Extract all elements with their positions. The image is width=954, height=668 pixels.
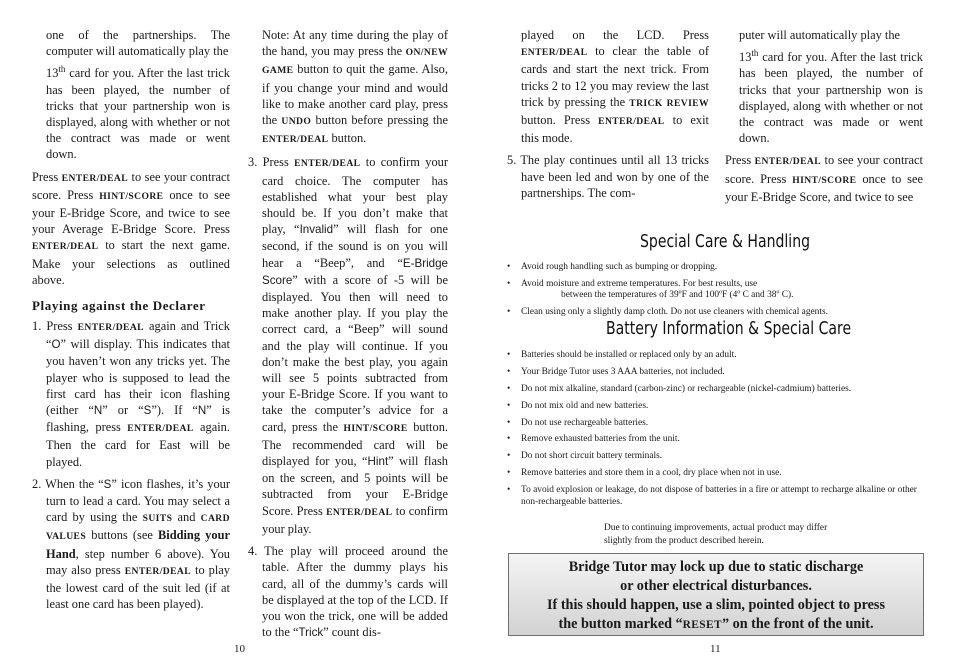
section-heading: Playing against the Declarer bbox=[32, 298, 206, 314]
superscript: th bbox=[751, 48, 759, 59]
static-warning-box bbox=[508, 553, 924, 636]
key-name: HINT/SCORE bbox=[99, 190, 164, 202]
key-name: SUITS bbox=[142, 513, 173, 525]
key-name: RESET bbox=[682, 619, 723, 631]
care-list bbox=[507, 262, 925, 324]
text: 1. Press bbox=[32, 319, 73, 334]
key-name: ENTER/DEAL bbox=[262, 134, 329, 146]
list-item: • Do not mix alkaline, standard (carbon-zinc) or rechargeable (nickel-cadmium) batteries. bbox=[507, 384, 925, 396]
list-item: • Avoid rough handling such as bumping or dropping. bbox=[507, 262, 925, 274]
key-name: ENTER/DEAL bbox=[32, 241, 99, 253]
text: puter will automatically play the bbox=[739, 28, 901, 42]
text: Press bbox=[725, 153, 752, 168]
text: to confirm your play. bbox=[262, 503, 448, 536]
list-item: • Remove batteries and store them in a cool, dry place when not in use. bbox=[507, 468, 925, 480]
page10-column-left bbox=[32, 27, 230, 619]
page10-column-right bbox=[248, 27, 448, 647]
text: ” count dis- bbox=[323, 625, 381, 640]
text: to confirm your card choice. The computer has established what your best play should be. If you don’t make that play, “ bbox=[262, 155, 448, 237]
text: to clear the table of cards and start the next trick. From tricks 2 to 12 you may review the last trick by pressing the bbox=[521, 44, 709, 109]
text: button. bbox=[331, 131, 367, 146]
key-name: ENTER/DEAL bbox=[521, 47, 588, 59]
list-item bbox=[32, 476, 230, 613]
lcd-text: N bbox=[93, 404, 103, 418]
page11-column-left bbox=[507, 27, 709, 207]
text: between the temperatures of 39ºF and 100ºF (4º C and 38º C). bbox=[561, 290, 794, 301]
list-item: • Remove exhausted batteries from the unit. bbox=[507, 434, 925, 446]
product-notice: Due to continuing improvements, actual product may differ slightly from the product described herein. bbox=[604, 523, 828, 546]
lcd-text: Hint bbox=[367, 455, 389, 469]
text: to see your contract score. Press bbox=[725, 153, 923, 186]
list-item: • Batteries should be installed or replaced only by an adult. bbox=[507, 350, 925, 362]
paragraph bbox=[32, 65, 230, 162]
list-item bbox=[248, 543, 448, 641]
list-item: • To avoid explosion or leakage, do not dispose of batteries in a fire or attempt to recharge alkaline or other non-rechargeable batteries. bbox=[507, 485, 925, 508]
text: button. Press bbox=[521, 113, 591, 128]
lcd-text: Invalid bbox=[299, 223, 334, 237]
text: once to see your E-Bridge Score, and twice to see your Average E-Bridge Score. Press bbox=[32, 187, 230, 237]
key-name: ENTER/DEAL bbox=[294, 158, 361, 170]
key-name: UNDO bbox=[281, 116, 312, 128]
list-item: • Do not use rechargeable batteries. bbox=[507, 418, 925, 430]
bold-reference: Bidding your Hand bbox=[46, 528, 230, 561]
text: , step number 6 above). You may also press bbox=[46, 546, 230, 577]
warning-line: or other electrical disturbances. bbox=[620, 578, 812, 594]
key-name: TRICK REVIEW bbox=[629, 97, 709, 109]
text: once to see your E-Bridge Score, and twice to see bbox=[725, 171, 923, 204]
lcd-text: O bbox=[51, 338, 61, 352]
text: button to quit the game. Also, if you change your mind and would like to make another card play, press the bbox=[262, 62, 448, 128]
text: ” or “ bbox=[102, 403, 144, 418]
text: 13 bbox=[46, 66, 59, 81]
key-name: ON/NEW GAME bbox=[262, 47, 448, 77]
lcd-text: E-Bridge Score bbox=[262, 256, 448, 287]
list-item: 5. The play continues until all 13 tricks have been led and won by one of the partnerships. The com- bbox=[507, 153, 709, 200]
warning-line: If this should happen, use a slim, pointed object to press bbox=[547, 597, 885, 613]
paragraph bbox=[725, 152, 923, 205]
text: ” with a score of -5 will be displayed. You then will need to make another play. If you play the correct card, a “Beep” will sound and the play will continue. If you don’t make the best play, you again will see 5 points subtracted from your E-Bridge Score. If you want to take the computer’s advice for a card, press the bbox=[262, 272, 448, 434]
list-item: • Do not short circuit battery terminals. bbox=[507, 451, 925, 463]
lcd-text: S bbox=[143, 404, 152, 418]
note-paragraph bbox=[248, 27, 448, 148]
text: 2. When the “ bbox=[32, 476, 104, 491]
lcd-text: N bbox=[197, 404, 207, 418]
text: 3. Press bbox=[248, 155, 289, 170]
text: to play the lowest card of the suit led (if at least one card has been played). bbox=[46, 562, 230, 612]
paragraph bbox=[32, 27, 230, 59]
paragraph bbox=[725, 27, 923, 43]
text: again. Then the card for East will be played. bbox=[46, 420, 230, 469]
text: to exit this mode. bbox=[521, 113, 709, 146]
text: Avoid moisture and extreme temperatures. For best results, use bbox=[521, 278, 758, 289]
paragraph bbox=[725, 49, 923, 146]
key-name: ENTER/DEAL bbox=[754, 156, 822, 168]
list-item bbox=[248, 154, 448, 537]
key-name: HINT/SCORE bbox=[343, 422, 408, 434]
special-care-heading: Special Care & Handling bbox=[640, 231, 811, 252]
text: ” will display. This indicates that you haven’t won any tricks yet. The player who is supposed to lead the first card has their icon flashing (either “ bbox=[46, 337, 230, 418]
paragraph bbox=[507, 27, 709, 146]
lcd-text: Trick bbox=[298, 626, 324, 640]
list-item: • Do not mix old and new batteries. bbox=[507, 401, 925, 413]
text: card for you. After the last trick has been played, the number of tricks that your partnership won is displayed, along with whether or not the contract was made or went down. bbox=[739, 50, 923, 146]
page11-column-right bbox=[725, 27, 923, 211]
text: ” will flash on the screen, and 5 points will be subtracted from your E-Bridge Score. Press bbox=[262, 454, 448, 518]
text: 4. The play will proceed around the table. After the dummy plays his card, all of the dummy’s cards will be displayed at the top of the LCD. If you won the trick, one will be added to the “ bbox=[248, 544, 448, 640]
text: ” will flash for one second, if the sound is on you will hear a “Beep”, and “ bbox=[262, 222, 448, 270]
text: card for you. After the last trick has been played, the number of tricks that your partnership won is displayed, along with whether or not the contract was made or went down. bbox=[46, 66, 230, 162]
text: Press bbox=[32, 169, 59, 184]
key-name: ENTER/DEAL bbox=[598, 116, 665, 128]
text: buttons (see bbox=[91, 528, 153, 543]
list-item: • Clean using only a slightly damp cloth. Do not use cleaners with chemical agents. bbox=[507, 307, 925, 319]
text: again and Trick “ bbox=[46, 319, 231, 352]
page-number: 11 bbox=[710, 643, 721, 655]
text: ” is flashing, press bbox=[46, 403, 230, 435]
list-item: • Your Bridge Tutor uses 3 AAA batteries, not included. bbox=[507, 367, 925, 379]
text: to see your contract score. Press bbox=[32, 169, 230, 202]
key-name: ENTER/DEAL bbox=[326, 506, 393, 518]
key-name: ENTER/DEAL bbox=[127, 423, 194, 435]
text: played on the LCD. Press bbox=[521, 28, 709, 42]
text: to start the next game. Make your selections as outlined above. bbox=[32, 238, 230, 287]
text: ” icon flashes, it’s your turn to lead a card. You may select a card by using the bbox=[46, 476, 230, 525]
key-name: CARD VALUES bbox=[46, 513, 230, 543]
text: one of the partnerships. The computer will automatically play the bbox=[46, 28, 230, 59]
key-name: ENTER/DEAL bbox=[77, 322, 144, 334]
battery-info-heading: Battery Information & Special Care bbox=[606, 318, 852, 339]
key-name: HINT/SCORE bbox=[792, 174, 857, 186]
lcd-text: S bbox=[103, 477, 112, 491]
list-item bbox=[32, 318, 230, 470]
superscript: th bbox=[58, 64, 66, 75]
list-item bbox=[507, 279, 925, 302]
text: button. The recommended card will be displayed for you, “ bbox=[262, 419, 448, 469]
page-number: 10 bbox=[234, 643, 245, 655]
warning-line bbox=[509, 615, 923, 635]
text: the button marked “ bbox=[558, 616, 683, 632]
text: and bbox=[177, 510, 196, 525]
text: ” on the front of the unit. bbox=[722, 616, 874, 632]
text: button before pressing the bbox=[315, 113, 448, 128]
text: Note: At any time during the play of the hand, you may press the bbox=[262, 28, 448, 59]
warning-line: Bridge Tutor may lock up due to static discharge bbox=[568, 559, 864, 575]
text: ”). If “ bbox=[151, 403, 198, 418]
battery-list bbox=[507, 350, 925, 514]
key-name: ENTER/DEAL bbox=[61, 172, 129, 184]
text: 13 bbox=[739, 50, 752, 65]
paragraph bbox=[32, 169, 230, 288]
key-name: ENTER/DEAL bbox=[124, 565, 192, 577]
